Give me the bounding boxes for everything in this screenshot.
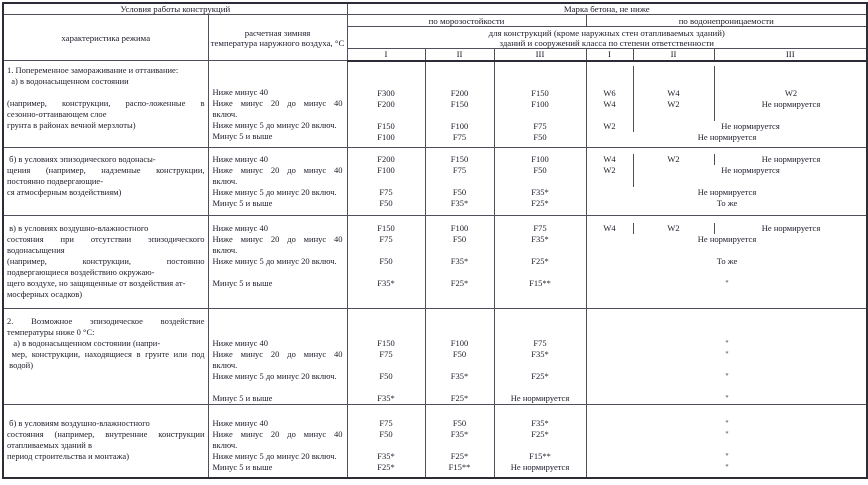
frost-class1-cell-line: F200 xyxy=(377,154,395,164)
frost-class1-cell xyxy=(347,405,425,478)
section-row-s2a xyxy=(3,309,867,405)
header-conditions: Условия работы конструкций xyxy=(3,3,347,15)
water-value: W2 xyxy=(634,223,715,234)
characteristic-cell-line: мосферных осадков) xyxy=(7,289,83,299)
frost-class3-cell-line: F25* xyxy=(531,371,549,381)
document-page xyxy=(0,2,868,479)
frost-class2-cell-line: F200 xyxy=(450,87,469,98)
water-line xyxy=(587,289,867,300)
temperature-cell xyxy=(208,148,347,216)
water-line xyxy=(587,99,867,110)
header-water: по водонепроницаемости xyxy=(586,15,867,27)
frost-class2-cell-line xyxy=(426,289,494,300)
water-line xyxy=(587,278,867,289)
water-value: Не нормируется xyxy=(761,98,821,109)
water-value: W2 xyxy=(634,154,715,165)
characteristic-cell-line: постоянно подвергающие- xyxy=(7,176,104,186)
temperature-cell-line: Ниже минус 5 до минус 20 включ. xyxy=(212,371,337,381)
frost-class1-cell-line xyxy=(348,382,425,393)
frost-class3-cell-line xyxy=(495,176,586,187)
frost-class2-cell-line xyxy=(426,176,494,187)
frost-class1-cell-line: F50 xyxy=(379,198,393,208)
frost-class3-cell-line: F100 xyxy=(531,154,549,164)
water-line xyxy=(587,121,867,132)
water-cell xyxy=(586,216,867,309)
characteristic-cell-line: водой) xyxy=(7,360,34,370)
characteristic-cell-line: щего воздухе, но защищенные от воздействия ат- xyxy=(7,278,186,288)
water-cell xyxy=(586,405,867,478)
concrete-grade-table xyxy=(2,2,868,479)
water-value xyxy=(715,66,868,77)
water-line xyxy=(587,382,867,393)
water-line xyxy=(587,360,867,371)
frost-class3-cell-line: F35* xyxy=(531,187,549,197)
frost-class3-cell-line: F50 xyxy=(533,131,547,142)
frost-class2-cell-line: F25* xyxy=(450,451,469,461)
water-value: W2 xyxy=(634,99,715,110)
water-cell xyxy=(586,61,867,148)
frost-class3-cell-line xyxy=(495,77,586,88)
water-value: " xyxy=(725,338,729,348)
characteristic-cell-line: щения (например, надземные конструкции, xyxy=(7,165,205,175)
frost-class3-cell-line xyxy=(495,316,586,327)
water-value xyxy=(715,110,868,121)
temperature-cell-line xyxy=(209,327,347,338)
frost-class2-cell xyxy=(425,216,494,309)
water-value xyxy=(587,327,868,338)
class-frost-2: II xyxy=(425,49,494,61)
frost-class3-cell-line xyxy=(495,66,586,77)
characteristic-cell-line xyxy=(4,87,208,98)
characteristic-cell-line: сезонно-оттаивающем слое xyxy=(7,109,107,119)
frost-class2-cell xyxy=(425,309,494,405)
frost-class2-cell-line xyxy=(426,440,494,451)
frost-class1-cell-line: F50 xyxy=(379,371,393,381)
water-line xyxy=(587,154,867,165)
characteristic-cell-line: б) в условиям воздушно-влажностного xyxy=(7,418,150,428)
header-characteristic: характеристика режима xyxy=(3,15,208,61)
water-value: " xyxy=(725,451,729,461)
characteristic-cell-line: состояния при отсутствии эпизодического xyxy=(7,234,205,244)
temperature-cell xyxy=(208,216,347,309)
frost-class2-cell-line: F50 xyxy=(452,234,467,244)
class-water-2: II xyxy=(633,49,714,61)
frost-class2-cell-line xyxy=(426,245,494,256)
frost-class2-cell-line: F35* xyxy=(450,198,469,208)
water-line xyxy=(587,88,867,99)
header-grade: Марка бетона, не ниже xyxy=(347,3,867,15)
temperature-cell-line xyxy=(209,289,347,300)
frost-class2-cell-line: F100 xyxy=(450,120,469,131)
characteristic-cell-line: 1. Попеременное замораживание и оттаивание: xyxy=(7,65,179,75)
temperature-cell-line: Ниже минус 40 xyxy=(212,418,268,428)
class-water-3: III xyxy=(714,49,867,61)
frost-class1-cell-line: F300 xyxy=(377,87,395,98)
header-temperature-line1: расчетная зимняя xyxy=(244,27,311,38)
frost-class3-cell-line: F75 xyxy=(533,223,547,233)
water-value xyxy=(587,360,868,371)
characteristic-cell-line: отапливаемых зданий в xyxy=(7,440,92,450)
water-value: W2 xyxy=(587,121,634,132)
water-value: " xyxy=(725,393,729,403)
water-line xyxy=(587,77,867,88)
temperature-cell-line: Ниже минус 40 xyxy=(212,338,268,348)
frost-class2-cell-line xyxy=(426,110,494,121)
characteristic-cell-line xyxy=(4,198,208,209)
water-line xyxy=(587,371,867,382)
water-value: " xyxy=(725,371,729,381)
temperature-cell-line xyxy=(209,382,347,393)
frost-class1-cell-line: F35* xyxy=(377,393,395,403)
water-line xyxy=(587,349,867,360)
frost-class1-cell-line: F50 xyxy=(379,429,393,439)
frost-class3-cell-line: F15** xyxy=(529,278,551,288)
frost-class2-cell-line: F50 xyxy=(452,418,467,428)
water-line xyxy=(587,338,867,349)
section-row-s1v xyxy=(3,216,867,309)
temperature-cell xyxy=(208,309,347,405)
water-cell xyxy=(586,148,867,216)
water-value: " xyxy=(725,462,729,472)
frost-class2-cell-line xyxy=(426,77,494,88)
characteristic-cell-line: ся атмосферным воздействиям) xyxy=(7,187,122,197)
characteristic-cell-line xyxy=(4,131,208,142)
section-row-s1b xyxy=(3,148,867,216)
characteristic-cell-line: а) в водонасыщенном состоянии (напри- xyxy=(7,338,161,348)
water-value: То же xyxy=(716,198,738,208)
water-value: " xyxy=(725,429,729,439)
temperature-cell-line xyxy=(209,267,347,278)
frost-class1-cell-line: F150 xyxy=(377,338,395,348)
frost-class1-cell-line: F75 xyxy=(379,187,393,197)
frost-class3-cell-line xyxy=(495,360,586,371)
water-value: Не нормируется xyxy=(721,165,780,175)
water-line xyxy=(587,429,867,440)
water-value xyxy=(715,77,868,88)
characteristic-cell-line: подвергающиеся воздействию окружаю- xyxy=(7,267,155,277)
frost-class3-cell-line: F25* xyxy=(531,256,549,266)
header-scope-line1: для конструкций (кроме наружных стен отапливаемых зданий) xyxy=(488,27,725,38)
water-value xyxy=(587,77,634,88)
water-value: W4 xyxy=(634,88,715,99)
characteristic-cell xyxy=(3,216,208,309)
characteristic-cell-line: в) в условиях воздушно-влажностного xyxy=(7,223,149,233)
frost-class3-cell-line xyxy=(495,289,586,300)
water-line xyxy=(587,462,867,473)
water-line xyxy=(587,245,867,256)
water-line xyxy=(587,256,867,267)
frost-class3-cell-line xyxy=(495,110,586,121)
frost-class1-cell-line xyxy=(348,289,425,300)
frost-class2-cell-line: F100 xyxy=(450,338,469,348)
water-value: Не нормируется xyxy=(697,187,757,197)
characteristic-cell-line: водонасыщения xyxy=(7,245,65,255)
water-value: W2 xyxy=(784,87,798,98)
class-frost-1: I xyxy=(347,49,425,61)
frost-class3-cell xyxy=(494,61,586,148)
characteristic-cell-line: грунта в районах вечной мерзлоты) xyxy=(7,120,136,130)
frost-class1-cell-line: F75 xyxy=(379,418,393,428)
water-value xyxy=(587,316,868,327)
frost-class1-cell-line: F150 xyxy=(377,223,395,233)
frost-class3-cell-line: F100 xyxy=(531,98,549,109)
frost-class3-cell-line: F75 xyxy=(533,338,547,348)
frost-class2-cell-line: F50 xyxy=(452,187,467,197)
frost-class2-cell-line: F100 xyxy=(450,223,469,233)
characteristic-cell xyxy=(3,61,208,148)
temperature-cell xyxy=(208,61,347,148)
characteristic-cell-line: а) в водонасыщенном состоянии xyxy=(7,76,129,86)
water-value: W6 xyxy=(587,88,634,99)
water-value xyxy=(634,110,715,121)
frost-class3-cell-line xyxy=(495,327,586,338)
frost-class3-cell-line: F35* xyxy=(531,418,549,428)
water-value xyxy=(634,176,868,187)
characteristic-cell-line: (например, конструкции, постоянно xyxy=(7,256,205,266)
frost-class3-cell-line: F35* xyxy=(531,349,549,359)
frost-class1-cell-line xyxy=(348,440,425,451)
frost-class3-cell-line: Не нормируется xyxy=(510,393,570,403)
frost-class1-cell-line: F75 xyxy=(379,349,393,359)
frost-class2-cell xyxy=(425,148,494,216)
frost-class3-cell xyxy=(494,148,586,216)
frost-class2-cell-line xyxy=(426,360,494,371)
frost-class1-cell-line xyxy=(348,360,425,371)
frost-class1-cell-line: F25* xyxy=(377,462,395,472)
water-value: W4 xyxy=(587,99,634,110)
frost-class3-cell-line: F75 xyxy=(533,120,547,131)
water-line xyxy=(587,234,867,245)
temperature-cell-line: Ниже минус 40 xyxy=(212,154,268,164)
temperature-cell-line: Ниже минус 20 до минус 40 xyxy=(212,98,343,108)
frost-class1-cell-line: F200 xyxy=(377,98,395,109)
water-line xyxy=(587,267,867,278)
characteristic-cell-line: б) в условиях эпизодического водонасы- xyxy=(7,154,156,164)
temperature-cell-line: Ниже минус 20 до минус 40 xyxy=(212,429,343,439)
water-value: W4 xyxy=(587,223,634,234)
characteristic-cell-line: период строительства и монтажа) xyxy=(7,451,130,461)
frost-class3-cell-line: Не нормируется xyxy=(510,462,570,472)
water-line xyxy=(587,316,867,327)
water-value xyxy=(587,440,868,451)
frost-class2-cell-line: F75 xyxy=(452,165,467,175)
temperature-cell-line: Ниже минус 5 до минус 20 включ. xyxy=(212,256,337,266)
temperature-cell-line: Минус 5 и выше xyxy=(212,462,273,472)
frost-class1-cell xyxy=(347,309,425,405)
water-value xyxy=(587,176,634,187)
frost-class3-cell-line: F150 xyxy=(531,87,549,98)
frost-class1-cell xyxy=(347,216,425,309)
water-line xyxy=(587,165,867,176)
frost-class3-cell xyxy=(494,405,586,478)
frost-class3-cell-line xyxy=(495,267,586,278)
section-row-s2b xyxy=(3,405,867,478)
frost-class1-cell-line xyxy=(348,77,425,88)
frost-class2-cell-line: F25* xyxy=(450,278,469,288)
frost-class1-cell-line xyxy=(348,66,425,77)
temperature-cell-line xyxy=(209,65,347,76)
characteristic-cell-line: состояния (например, внутренние конструкции xyxy=(7,429,205,439)
water-value: W4 xyxy=(587,154,634,165)
frost-class2-cell-line: F75 xyxy=(452,131,467,142)
frost-class1-cell-line: F35* xyxy=(377,451,395,461)
frost-class3-cell-line xyxy=(495,382,586,393)
temperature-cell-line: Ниже минус 20 до минус 40 xyxy=(212,349,343,359)
frost-class2-cell-line xyxy=(426,316,494,327)
temperature-cell-line: включ. xyxy=(212,109,238,119)
frost-class2-cell-line xyxy=(426,382,494,393)
frost-class1-cell xyxy=(347,61,425,148)
frost-class1-cell-line xyxy=(348,245,425,256)
header-row-1 xyxy=(3,3,867,15)
water-value: То же xyxy=(716,256,738,266)
characteristic-cell xyxy=(3,405,208,478)
temperature-cell-line: Ниже минус 5 до минус 20 включ. xyxy=(212,120,337,130)
frost-class1-cell xyxy=(347,148,425,216)
header-scope-line2: зданий и сооружений класса по степени ответственности xyxy=(499,37,714,48)
header-row-2 xyxy=(3,15,867,27)
frost-class2-cell-line: F50 xyxy=(452,349,467,359)
frost-class2-cell-line: F150 xyxy=(450,98,469,109)
header-frost: по морозостойкости xyxy=(347,15,586,27)
characteristic-cell xyxy=(3,309,208,405)
characteristic-cell-line: (например, конструкции, распо-ложенные в xyxy=(7,98,205,108)
frost-class2-cell-line: F150 xyxy=(450,154,469,164)
water-value xyxy=(587,267,868,278)
water-value: Не нормируется xyxy=(761,154,821,164)
frost-class1-cell-line xyxy=(348,316,425,327)
section-row-s1a xyxy=(3,61,867,148)
water-value: Не нормируется xyxy=(697,131,757,142)
frost-class1-cell-line: F35* xyxy=(377,278,395,288)
water-line xyxy=(587,187,867,198)
temperature-cell-line: Минус 5 и выше xyxy=(212,393,273,403)
frost-class3-cell-line xyxy=(495,440,586,451)
temperature-cell-line: Минус 5 и выше xyxy=(212,278,273,288)
characteristic-cell-line xyxy=(4,462,208,473)
frost-class2-cell-line: F25* xyxy=(450,393,469,403)
frost-class3-cell-line: F50 xyxy=(533,165,547,175)
temperature-cell-line: Ниже минус 40 xyxy=(212,87,268,97)
frost-class3-cell xyxy=(494,309,586,405)
characteristic-cell-line xyxy=(4,371,208,382)
frost-class2-cell-line xyxy=(426,267,494,278)
frost-class2-cell-line: F35* xyxy=(450,256,469,266)
temperature-cell-line: Минус 5 и выше xyxy=(212,131,273,141)
water-line xyxy=(587,110,867,121)
frost-class3-cell-line: F35* xyxy=(531,234,549,244)
frost-class1-cell-line: F100 xyxy=(377,165,395,175)
frost-class1-cell-line: F150 xyxy=(377,120,395,131)
temperature-cell-line: Ниже минус 40 xyxy=(212,223,268,233)
frost-class3-cell-line xyxy=(495,245,586,256)
frost-class3-cell-line: F15** xyxy=(529,451,551,461)
water-value xyxy=(634,66,715,77)
frost-class3-cell-line: F25* xyxy=(531,429,549,439)
water-line xyxy=(587,451,867,462)
water-value xyxy=(587,289,868,300)
water-line xyxy=(587,223,867,234)
temperature-cell-line: включ. xyxy=(212,245,238,255)
frost-class3-cell-line: F25* xyxy=(531,198,549,208)
water-value: W2 xyxy=(587,165,634,176)
water-line xyxy=(587,198,867,209)
water-value xyxy=(634,77,715,88)
frost-class2-cell xyxy=(425,61,494,148)
header-scope xyxy=(347,27,867,49)
temperature-cell-line: Ниже минус 20 до минус 40 xyxy=(212,165,343,175)
temperature-cell-line xyxy=(209,316,347,327)
water-value xyxy=(587,382,868,393)
characteristic-cell-line: 2. Возможное эпизодическое воздействие xyxy=(7,316,205,326)
water-line xyxy=(587,440,867,451)
water-line xyxy=(587,393,867,404)
frost-class2-cell-line xyxy=(426,327,494,338)
characteristic-cell-line xyxy=(4,393,208,404)
water-line xyxy=(587,418,867,429)
temperature-cell-line: Минус 5 и выше xyxy=(212,198,273,208)
water-line xyxy=(587,327,867,338)
temperature-cell-line: Ниже минус 5 до минус 20 включ. xyxy=(212,187,337,197)
frost-class1-cell-line: F100 xyxy=(377,131,395,142)
temperature-cell-line: включ. xyxy=(212,360,238,370)
frost-class1-cell-line xyxy=(348,267,425,278)
header-temperature-line2: температура наружного воздуха, °С xyxy=(210,37,345,48)
frost-class1-cell-line: F50 xyxy=(379,256,393,266)
class-frost-3: III xyxy=(494,49,586,61)
frost-class2-cell-line: F35* xyxy=(450,429,469,439)
characteristic-cell xyxy=(3,148,208,216)
water-value: " xyxy=(725,278,729,288)
class-water-1: I xyxy=(586,49,633,61)
characteristic-cell-line: температуры ниже 0 °С: xyxy=(7,327,95,337)
frost-class2-cell-line: F35* xyxy=(450,371,469,381)
frost-class1-cell-line xyxy=(348,110,425,121)
water-value: Не нормируется xyxy=(761,223,821,233)
water-line xyxy=(587,176,867,187)
water-value xyxy=(587,110,634,121)
frost-class2-cell-line: F15** xyxy=(448,462,471,472)
temperature-cell xyxy=(208,405,347,478)
water-value xyxy=(587,245,868,256)
frost-class2-cell-line xyxy=(426,66,494,77)
temperature-cell-line: включ. xyxy=(212,176,238,186)
temperature-cell-line: Ниже минус 5 до минус 20 включ. xyxy=(212,451,337,461)
header-temperature xyxy=(208,15,347,61)
water-value: " xyxy=(725,349,729,359)
characteristic-cell-line: мер, конструкции, находящиеся в грунте или под xyxy=(7,349,205,359)
characteristic-cell-line xyxy=(4,382,208,393)
temperature-cell-line xyxy=(209,76,347,87)
water-cell xyxy=(586,309,867,405)
water-value: Не нормируется xyxy=(721,120,780,131)
water-line xyxy=(587,132,867,143)
water-value: " xyxy=(725,418,729,428)
temperature-cell-line: Ниже минус 20 до минус 40 xyxy=(212,234,343,244)
frost-class1-cell-line xyxy=(348,327,425,338)
water-line xyxy=(587,66,867,77)
frost-class1-cell-line xyxy=(348,176,425,187)
frost-class2-cell xyxy=(425,405,494,478)
water-value xyxy=(587,66,634,77)
temperature-cell-line: включ. xyxy=(212,440,238,450)
frost-class1-cell-line: F75 xyxy=(379,234,393,244)
water-value: Не нормируется xyxy=(697,234,757,244)
frost-class3-cell xyxy=(494,216,586,309)
